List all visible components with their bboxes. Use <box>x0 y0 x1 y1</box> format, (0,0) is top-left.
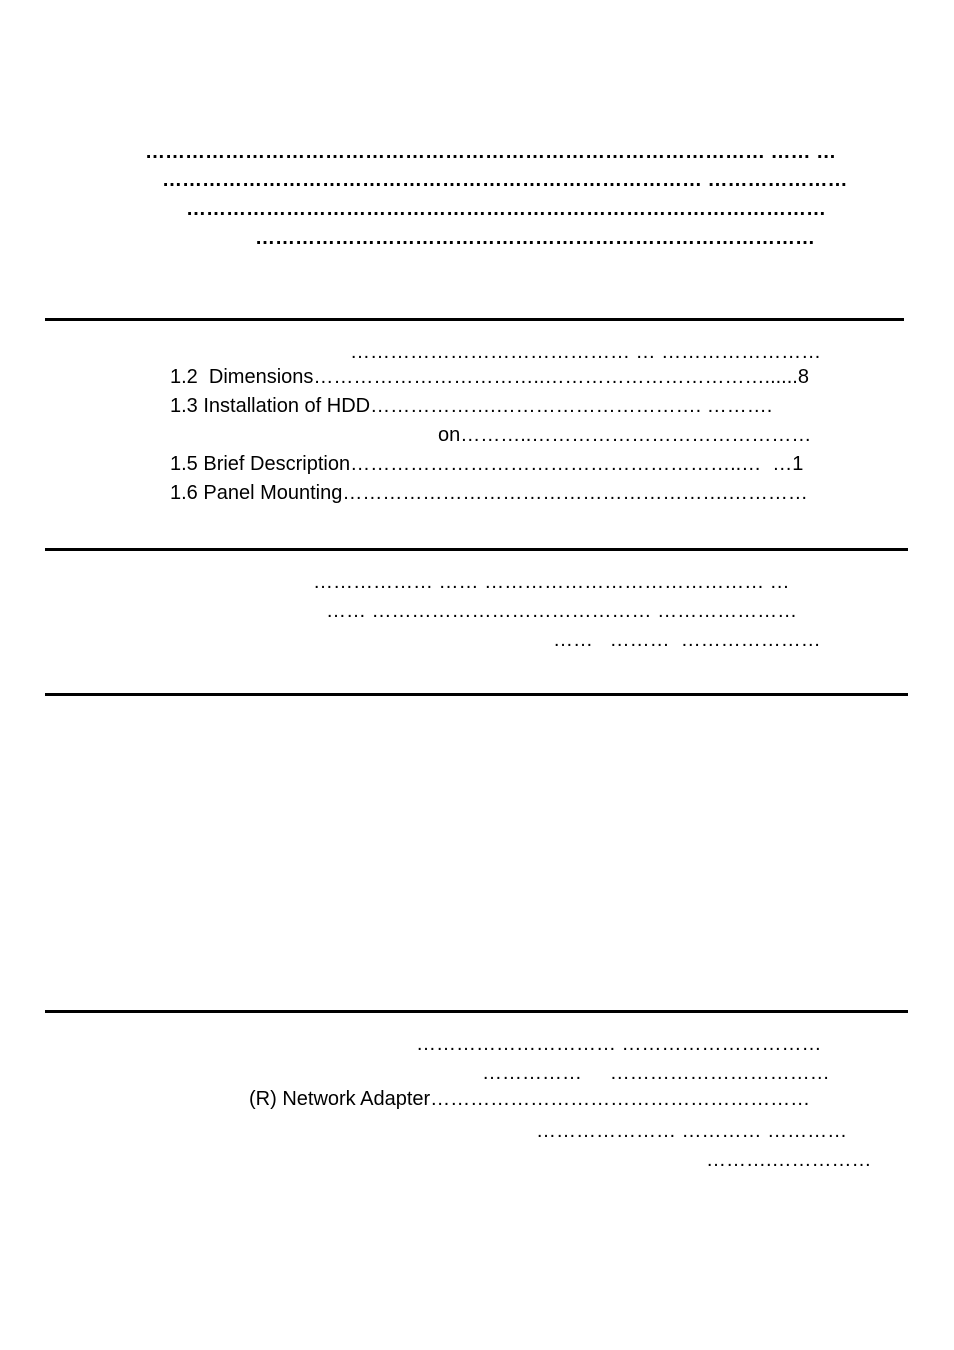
toc-entry-2-1: ……………… …… …………………………………… … <box>313 571 790 593</box>
section-divider-3 <box>45 693 908 696</box>
toc-entry-4-1: ………………………… ………………………… <box>416 1033 822 1055</box>
intro-leader-4: ………………………………………………………………………… <box>255 227 815 249</box>
toc-entry-4-5: ……….…………… <box>706 1149 872 1171</box>
toc-entry-1-1: …………………………………… … …………………… <box>350 341 822 363</box>
section-divider-1 <box>45 318 904 321</box>
toc-entry-2-3: …… ……… ………………… <box>553 629 821 651</box>
section-divider-2 <box>45 548 908 551</box>
toc-entry-installation-hdd: 1.3 Installation of HDD……………….…………………………. ………. <box>170 395 773 417</box>
section-divider-4 <box>45 1010 908 1013</box>
toc-entry-4-4: ………………… ………… ………… <box>536 1120 848 1142</box>
intro-leader-1: ………………………………………………………………………………… …… … <box>145 141 837 163</box>
intro-leader-2: ……………………………………………………………………… ………………… <box>162 169 848 191</box>
toc-entry-network-adapter: (R) Network Adapter………………………………………………… <box>249 1088 811 1110</box>
toc-entry-panel-mounting: 1.6 Panel Mounting………………………………………………….………… <box>170 482 808 504</box>
toc-entry-brief-description: 1.5 Brief Description…………………………………………………..… …1 <box>170 453 804 475</box>
toc-entry-4-2: …………… …………………………… <box>482 1062 830 1084</box>
toc-entry-2-2: …… …………………………………… ………………… <box>326 600 798 622</box>
toc-entry-1-4: on………..…………………………………… <box>438 424 812 446</box>
toc-entry-dimensions: 1.2 Dimensions……………………………..……………………………......8 <box>170 366 809 388</box>
intro-leader-3: …………………………………………………………………………………… <box>186 198 826 220</box>
